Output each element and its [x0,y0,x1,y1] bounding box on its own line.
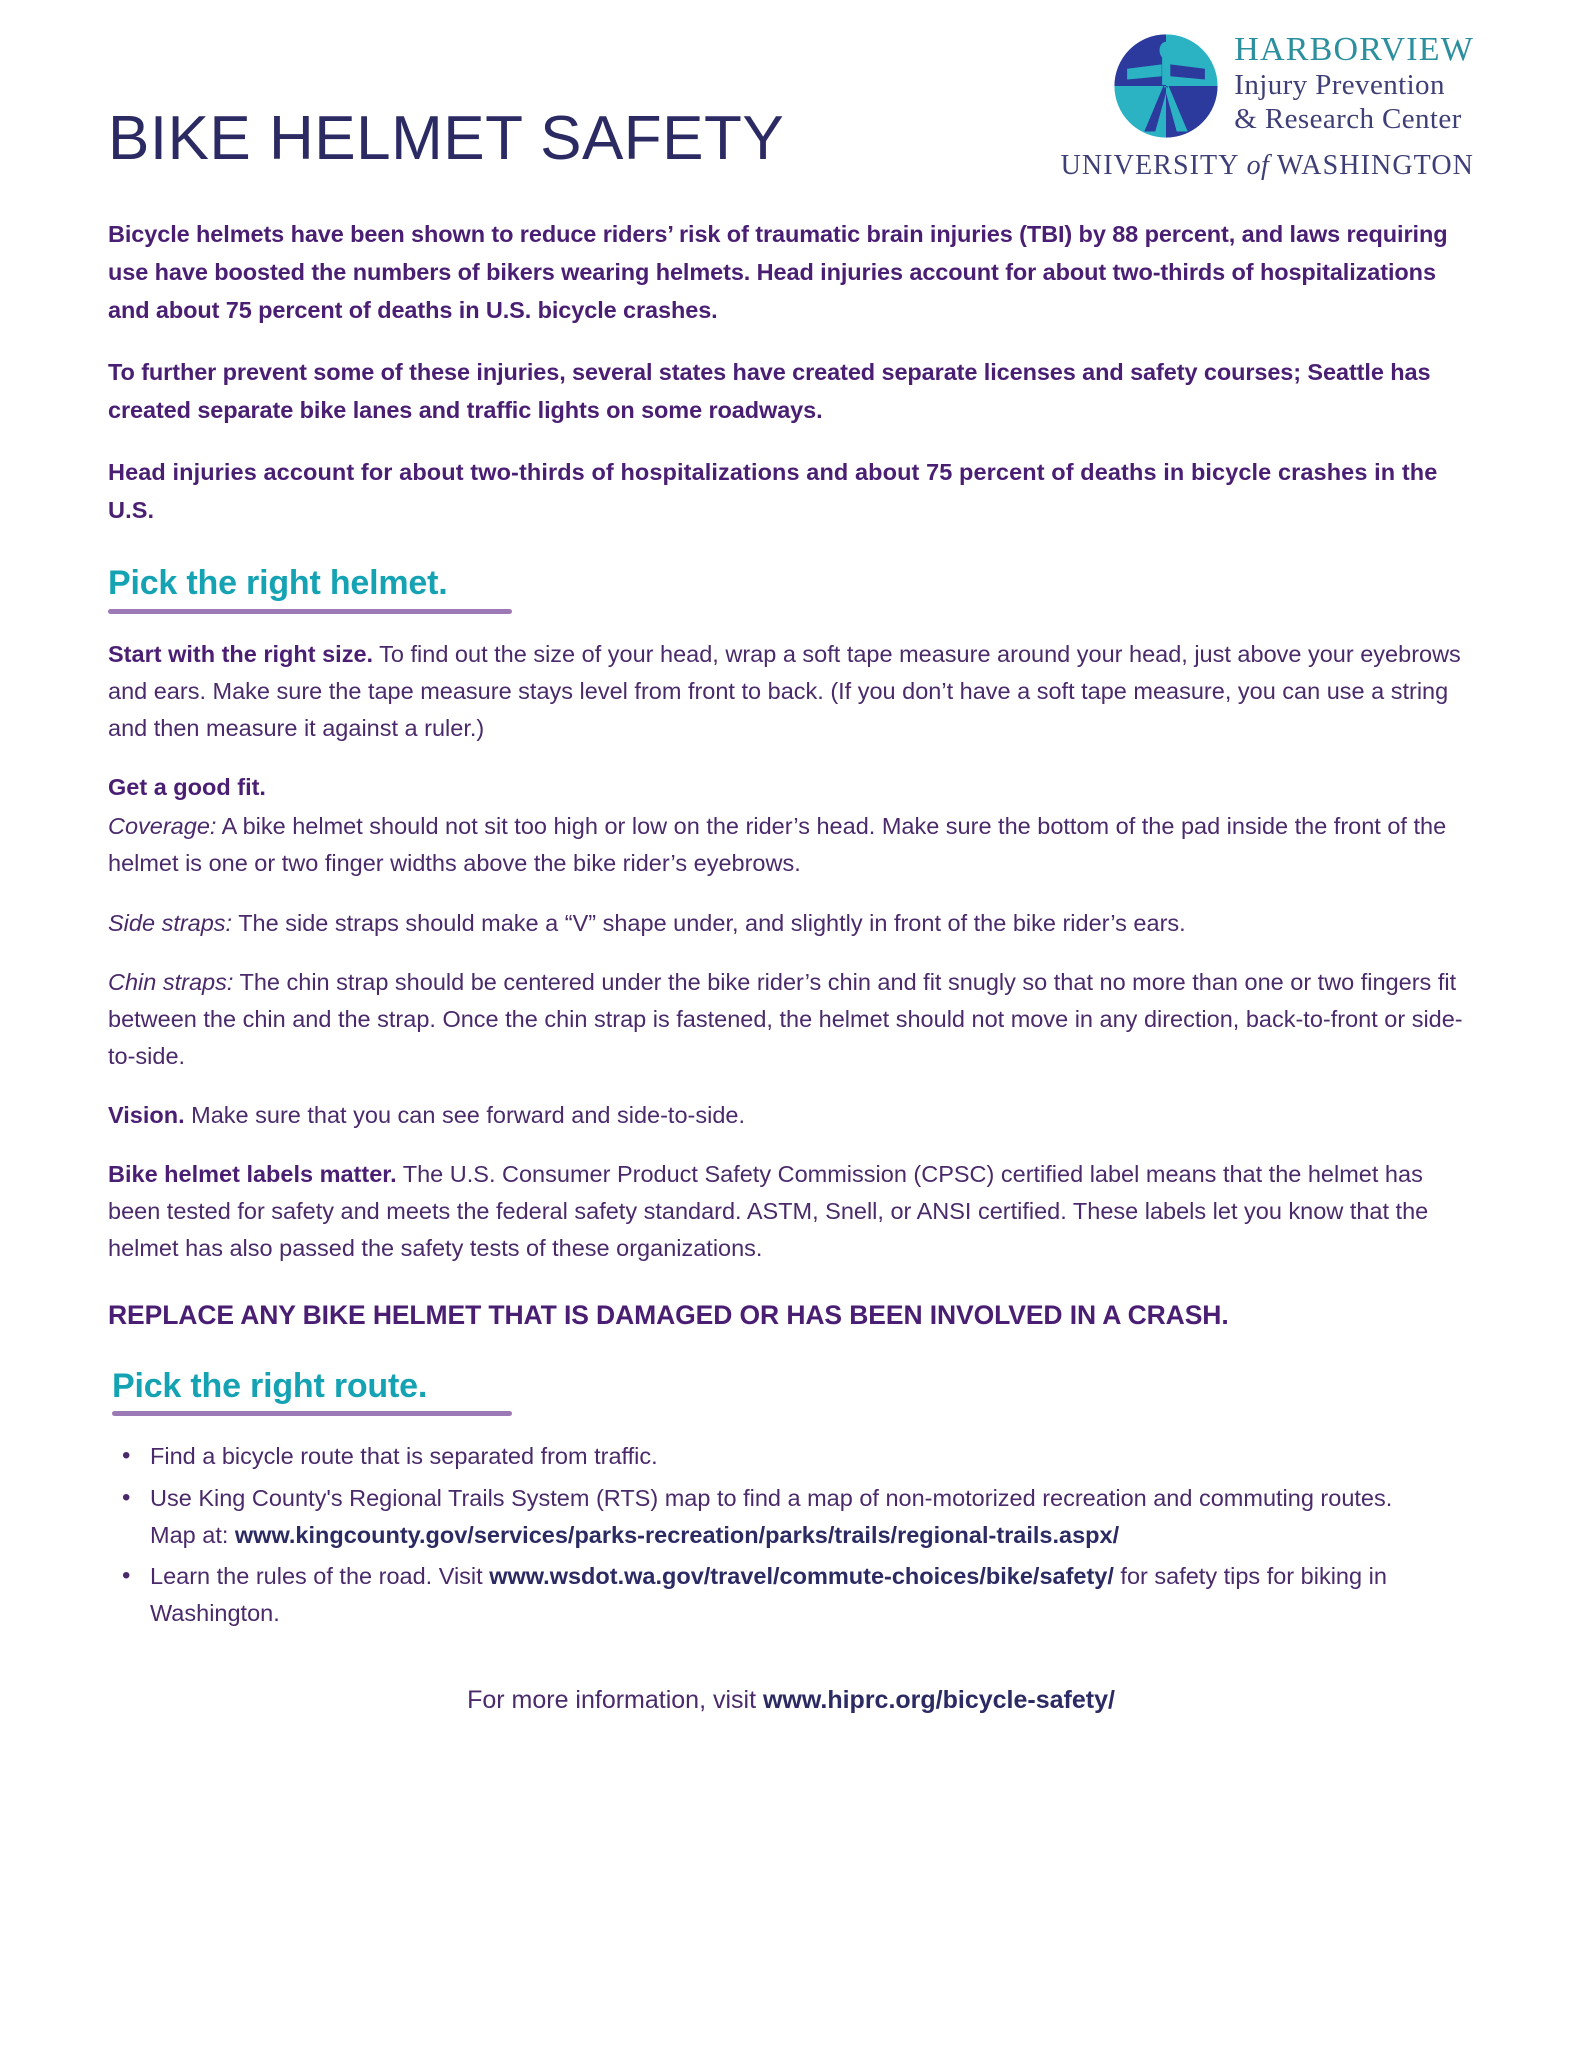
intro-paragraph-1: Bicycle helmets have been shown to reduce riders’ risk of traumatic brain injuries (TBI) by 88 percent, and laws requiring use have boosted the numbers of bikers wearing helmets. Head injuries account for about two-thirds of hospitalizations and about 75 percent of deaths in U.S. bicycle crashes. [108,221,1448,324]
section-heading-route-rule [112,1411,512,1416]
logo-wordmark [1234,30,1474,134]
bullet-text-rules-of-road-tail: for safety tips for biking in Washington. [150,1562,1387,1626]
route-bullet-list [108,1438,1408,1632]
bullet-text-rules-of-road: Learn the rules of the road. Visit [150,1562,490,1589]
paragraph-side-straps [108,905,1474,942]
section-heading-helmet-rule [108,609,512,614]
bullet-text-rts-map: Use King County's Regional Trails System (RTS) map to find a map of non-motorized recreation and commuting routes. Map at: [150,1484,1393,1548]
logo-line-harborview: HARBORVIEW [1234,31,1474,68]
paragraph-vision [108,1097,1474,1134]
lead-chin-straps: Chin straps: [108,968,234,995]
logo-university-of: of [1246,150,1270,181]
intro-section [108,215,1474,529]
link-wsdot-bike-safety[interactable]: www.wsdot.wa.gov/travel/commute-choices/bike/safety/ [489,1562,1114,1589]
harborview-emblem-icon [1112,32,1220,140]
lead-side-straps: Side straps: [108,909,233,936]
list-item [108,1558,1408,1632]
text-chin-straps: The chin strap should be centered under the bike rider’s chin and fit snugly so that no more than one or two fingers fit between the chin and the strap. Once the chin strap is fastened, the helmet should not move in any direction, back-to-front or side-to-side. [108,968,1463,1069]
text-side-straps: The side straps should make a “V” shape under, and slightly in front of the bike rider’s ears. [232,909,1186,936]
logo-line-injury-prevention: Injury Prevention [1234,69,1445,102]
intro-paragraph-3: Head injuries account for about two-thirds of hospitalizations and about 75 percent of deaths in bicycle crashes in the U.S. [108,459,1438,524]
section-heading-route-label: Pick the right route. [112,1367,428,1406]
text-right-size: To find out the size of your head, wrap a soft tape measure around your head, just above your eyebrows and ears. Make sure the tape measure stays level from front to back. (If you don’t have a soft tape measure, you can use a string and then measure it against a ruler.) [108,640,1461,742]
replace-helmet-callout: REPLACE ANY BIKE HELMET THAT IS DAMAGED OR HAS BEEN INVOLVED IN A CRASH. [108,1299,1229,1330]
footer-text: For more information, visit [467,1686,763,1715]
logo-university-pre: UNIVERSITY [1060,150,1239,181]
footer-more-info [108,1686,1474,1715]
lead-coverage: Coverage: [108,813,217,840]
link-kingcounty-trails[interactable]: www.kingcounty.gov/services/parks-recreation/parks/trails/regional-trails.aspx/ [234,1521,1120,1548]
text-coverage: A bike helmet should not sit too high or low on the rider’s head. Make sure the bottom of the pad inside the front of the helmet is one or two finger widths above the bike rider’s eyebrows. [108,813,1447,877]
section-heading-route [112,1368,1474,1416]
paragraph-chin-straps [108,964,1474,1075]
lead-good-fit: Get a good fit. [108,774,266,801]
list-item [108,1480,1408,1554]
page-title: BIKE HELMET SAFETY [108,104,785,173]
page-header [108,0,1474,215]
logo-university-post: WASHINGTON [1276,150,1474,181]
lead-good-fit-line [108,769,1474,806]
section-heading-helmet-label: Pick the right helmet. [108,564,448,603]
organization-logo [1060,30,1474,182]
text-vision: Make sure that you can see forward and side-to-side. [184,1102,745,1129]
paragraph-coverage [108,808,1474,882]
paragraph-labels [108,1156,1474,1267]
section-heading-helmet [108,565,1474,613]
intro-paragraph-2: To further prevent some of these injuries, several states have created separate licenses and safety courses; Seattle has created separate bike lanes and traffic lights on some roadways. [108,359,1431,424]
lead-vision: Vision. [108,1102,185,1129]
paragraph-right-size [108,636,1474,747]
helmet-body-section [108,636,1474,1268]
bullet-text-separated-route: Find a bicycle route that is separated from traffic. [150,1443,658,1470]
list-item [108,1438,1408,1475]
logo-top-row [1112,30,1474,140]
text-labels: The U.S. Consumer Product Safety Commission (CPSC) certified label means that the helmet has been tested for safety and meets the federal safety standard. ASTM, Snell, or ANSI certified. These labels let you know that the helmet has also passed the safety tests of these organizations. [108,1161,1429,1262]
link-hiprc-bicycle-safety[interactable]: www.hiprc.org/bicycle-safety/ [762,1686,1115,1715]
lead-right-size: Start with the right size. [108,640,374,667]
logo-line-research-center: & Research Center [1234,102,1462,135]
lead-labels: Bike helmet labels matter. [108,1161,397,1188]
logo-university-line [1061,150,1474,182]
